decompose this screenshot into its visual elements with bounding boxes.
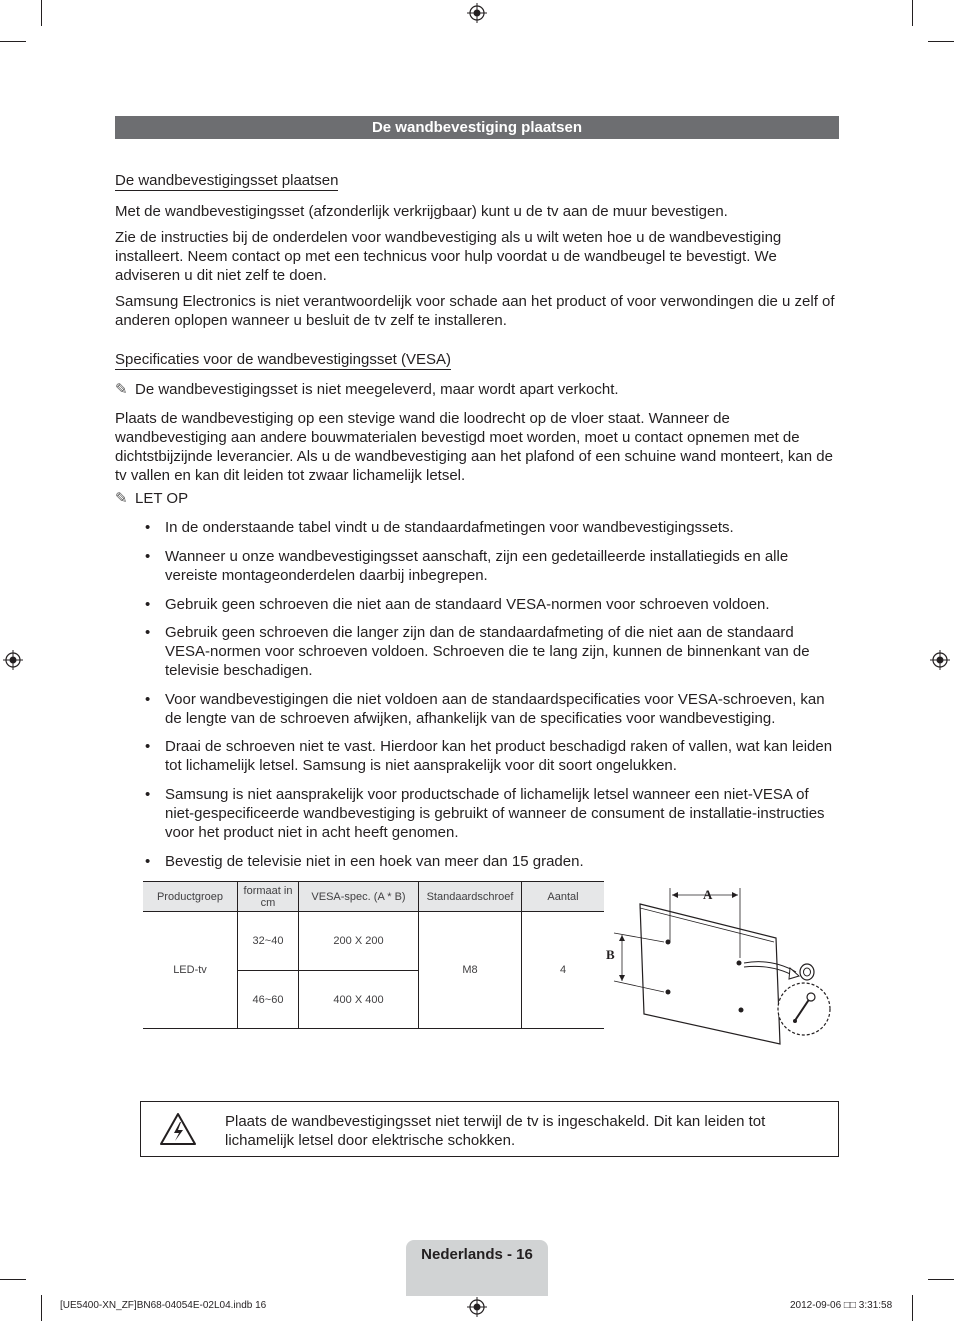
bullet-item: • Voor wandbevestigingen die niet voldoen aan de standaardspecificaties voor VESA-schroeven, kan de lengte van de schroeven afwijken, afhankelijk van de specificaties voor wandbevestiging.	[145, 691, 825, 727]
tv-wall-mount-diagram	[604, 878, 840, 1050]
paragraph: Met de wandbevestigingsset (afzonderlijk verkrijgbaar) kunt u de tv aan de muur bevestigen.	[115, 203, 728, 220]
table-header: formaat in cm	[238, 882, 299, 912]
bullet-dot: •	[145, 738, 151, 755]
table-cell: 400 X 400	[299, 971, 419, 1029]
bullet-item: • Bevestig de televisie niet in een hoek van meer dan 15 graden.	[145, 853, 584, 870]
bullet-item: • Draai de schroeven niet te vast. Hierdoor kan het product beschadigd raken of vallen, wat kan leiden tot lichamelijk letsel. Samsung is niet aansprakelijk voor dit soort ongelukken.	[145, 738, 833, 774]
table-cell: 46~60	[238, 971, 299, 1029]
bullet-dot: •	[145, 596, 151, 613]
mount-hole	[737, 961, 742, 966]
mount-hole	[666, 990, 671, 995]
paragraph: Plaats de wandbevestiging op een stevige wand die loodrecht op de vloer staat. Wanneer de wandbevestiging aan andere bouwmaterialen bevestigd moet worden, moet u contact opnemen met de dichtstbijzijnde leverancier. Als u de wandbevestiging aan het plafond of een schuine wand monteert, kan de tv vallen en kan dit leiden tot zwaar lichamelijk letsel.	[115, 410, 833, 484]
warning-box	[140, 1101, 839, 1157]
page-number-tab: Nederlands - 16	[406, 1240, 548, 1296]
table-header: Standaardschroef	[419, 882, 522, 912]
dimension-label-a: A	[703, 887, 713, 902]
table-cell: 200 X 200	[299, 912, 419, 971]
bullet-dot: •	[145, 853, 151, 870]
bullet-item: • Wanneer u onze wandbevestigingsset aanschaft, zijn een gedetailleerde installatiegids en alle vereiste montageonderdelen daarbij inbegrepen.	[145, 548, 789, 584]
bullet-dot: •	[145, 548, 151, 565]
dimension-label-b: B	[606, 947, 615, 962]
table-cell: 32~40	[238, 912, 299, 971]
screw-detail-circle	[778, 983, 830, 1035]
bullet-item: • In de onderstaande tabel vindt u de standaardafmetingen voor wandbevestigingssets.	[145, 519, 734, 536]
bullet-dot: •	[145, 691, 151, 708]
subheading-vesa-specs: Specificaties voor de wandbevestigingsset (VESA)	[115, 351, 452, 368]
table-header: Productgroep	[143, 882, 238, 912]
table-header-row	[143, 882, 604, 912]
table-row	[143, 912, 604, 971]
table-cell: M8	[419, 912, 522, 1029]
crop-mark	[928, 41, 954, 42]
caution-label: LET OP	[135, 490, 189, 507]
table-header: VESA-spec. (A * B)	[299, 882, 419, 912]
crop-mark	[912, 1295, 913, 1321]
screw-head	[807, 993, 815, 1001]
registration-mark-icon	[930, 650, 950, 670]
file-info: [UE5400-XN_ZF]BN68-04054E-02L04.indb 16	[60, 1300, 267, 1311]
paragraph: Zie de instructies bij de onderdelen voor wandbevestiging als u wilt weten hoe u de wandbevestiging installeert. Neem contact op met een technicus voor hulp voordat u de wandbeugel te bevestigt. We adviseren u dit niet zelf te doen.	[115, 229, 782, 284]
mount-hole	[739, 1008, 744, 1013]
subheading-wall-mount-kit: De wandbevestigingsset plaatsen	[115, 172, 339, 189]
crop-mark	[0, 1279, 26, 1280]
timestamp: 2012-09-06 □□ 3:31:58	[790, 1300, 893, 1311]
pencil-note-icon: ✎	[115, 381, 128, 398]
caution-line	[115, 489, 188, 508]
crop-mark	[928, 1279, 954, 1280]
registration-mark-icon	[3, 650, 23, 670]
crop-mark	[912, 0, 913, 26]
note-text: De wandbevestigingsset is niet meegeleverd, maar wordt apart verkocht.	[135, 381, 619, 398]
table-header: Aantal	[522, 882, 605, 912]
section-banner: De wandbevestiging plaatsen	[115, 116, 839, 139]
warning-text: Plaats de wandbevestigingsset niet terwijl de tv is ingeschakeld. Dit kan leiden tot lichamelijk letsel door elektrische schokken.	[225, 1113, 766, 1149]
pencil-note-icon: ✎	[115, 490, 128, 507]
crop-mark	[41, 0, 42, 26]
crop-mark	[0, 41, 26, 42]
bullet-item: • Gebruik geen schroeven die langer zijn dan de standaardafmeting of die niet aan de standaard VESA-normen voor schroeven voldoen. Schroeven die te lang zijn, kunnen de binnenkant van de televisie beschadigen.	[145, 624, 810, 679]
bullet-dot: •	[145, 786, 151, 803]
vesa-spec-table	[143, 881, 604, 1029]
bullet-item: • Samsung is niet aansprakelijk voor productschade of lichamelijk letsel wanneer een niet-VESA of niet-gespecificeerde wandbevestiging is gebruikt of wanneer de consument de installatie-instructies voor het product niet in acht heeft genomen.	[145, 786, 825, 841]
table-cell: LED-tv	[143, 912, 238, 1029]
registration-mark-icon	[467, 3, 487, 23]
bullet-dot: •	[145, 624, 151, 641]
electric-shock-warning-icon	[159, 1112, 197, 1146]
tv-back-panel	[640, 904, 780, 1044]
paragraph: Samsung Electronics is niet verantwoordelijk voor schade aan het product of voor verwondingen die u zelf of anderen oplopen wanneer u besluit de tv zelf te installeren.	[115, 293, 835, 329]
table-cell: 4	[522, 912, 605, 1029]
mount-hole	[666, 940, 671, 945]
bullet-item: • Gebruik geen schroeven die niet aan de standaard VESA-normen voor schroeven voldoen.	[145, 596, 770, 613]
registration-mark-icon	[467, 1297, 487, 1317]
note-line	[115, 380, 619, 399]
bullet-dot: •	[145, 519, 151, 536]
crop-mark	[41, 1295, 42, 1321]
